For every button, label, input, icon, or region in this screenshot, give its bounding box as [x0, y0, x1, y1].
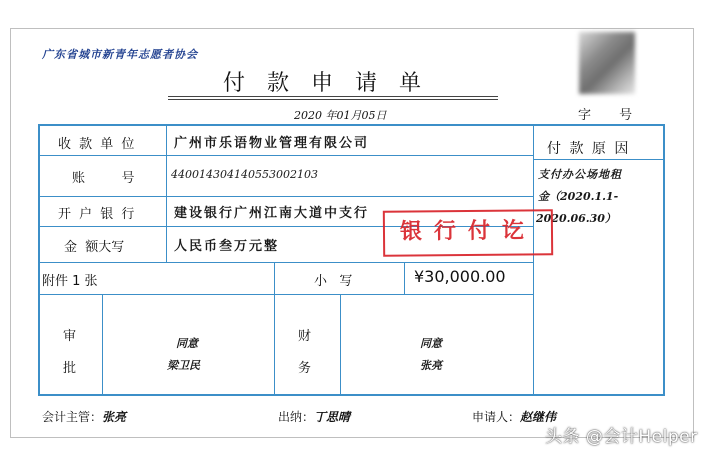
bank-value: 建设银行广州江南大道中支行	[174, 206, 370, 221]
approve-label-1: 审	[63, 329, 77, 344]
reason-label: 付 款 原 因	[547, 141, 631, 157]
form-date: 2020 年01月05日	[294, 109, 387, 122]
title-underline	[168, 96, 498, 97]
cashier-name: 丁思晴	[314, 410, 351, 424]
row-line	[38, 294, 533, 295]
account-value: 440014304140553002103	[171, 168, 318, 181]
approve-label-2: 批	[63, 361, 77, 376]
footer-accountant	[42, 408, 126, 425]
col-line	[166, 124, 167, 262]
title-underline-double	[168, 99, 498, 100]
bank-label: 开 户 银 行	[58, 207, 137, 222]
accountant-label: 会计主管：	[42, 410, 103, 424]
account-label: 账 号	[72, 171, 139, 186]
reason-header-line	[533, 159, 665, 160]
serial-label: 字 号	[578, 108, 645, 123]
organization-name: 广东省城市新青年志愿者协会	[42, 48, 198, 61]
attachments-label: 附件 1 张	[42, 274, 98, 289]
row-line	[38, 262, 533, 263]
payment-table	[38, 124, 665, 396]
finance-label-1: 财	[298, 329, 312, 344]
col-line	[274, 262, 275, 396]
cashier-label: 出纳：	[278, 410, 315, 424]
redacted-serial-blur	[579, 32, 635, 94]
approve-name: 梁卫民	[167, 359, 200, 372]
amount-lower-label: 小 写	[314, 274, 353, 289]
finance-note: 同意	[420, 337, 442, 350]
row-line	[38, 196, 533, 197]
applicant-label: 申请人：	[472, 410, 521, 424]
payee-value: 广州市乐语物业管理有限公司	[174, 136, 370, 151]
footer-cashier	[278, 408, 350, 425]
bank-paid-stamp: 银行付讫	[383, 209, 553, 256]
applicant-name: 赵继伟	[520, 410, 557, 424]
reason-text-line-3: 2020.06.30）	[536, 212, 616, 225]
form-title: 付款申请单	[222, 71, 443, 96]
finance-name: 张亮	[420, 359, 442, 372]
col-line	[102, 294, 103, 396]
approve-note: 同意	[176, 337, 198, 350]
finance-label-2: 务	[298, 361, 312, 376]
amount-lower-value: ¥30,000.00	[414, 267, 506, 286]
col-line	[533, 124, 534, 396]
amount-upper-value: 人民币叁万元整	[174, 239, 280, 254]
payee-label: 收 款 单 位	[58, 137, 137, 152]
watermark-text: 头条 @会计Helper	[545, 427, 698, 447]
row-line	[38, 155, 533, 156]
col-line	[340, 294, 341, 396]
footer-applicant	[472, 408, 556, 425]
accountant-name: 张亮	[102, 410, 127, 424]
col-line	[404, 262, 405, 294]
reason-text-line-2: 金（2020.1.1-	[538, 190, 619, 203]
amount-upper-label: 金 额大写	[64, 240, 125, 255]
reason-text-line-1: 支付办公场地租	[538, 168, 622, 181]
